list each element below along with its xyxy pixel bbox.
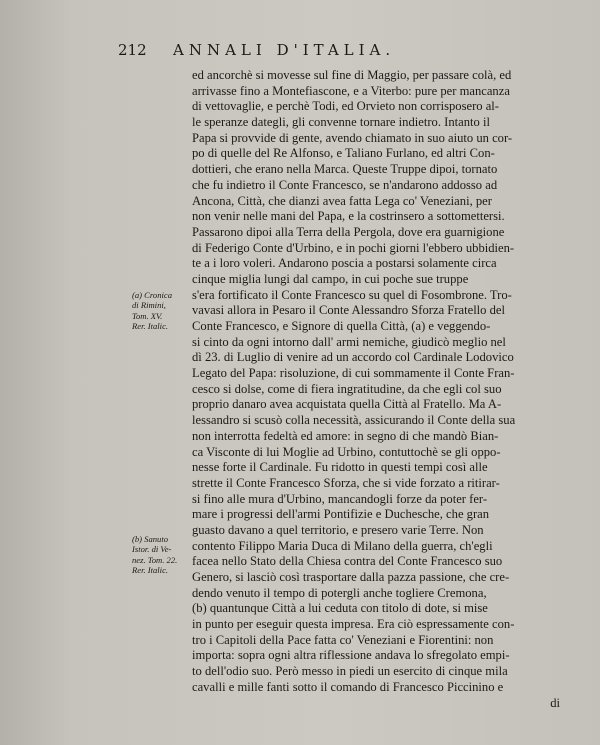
running-title: ANNALI D'ITALIA. xyxy=(173,41,396,59)
text-line: vavasi allora in Pesaro il Conte Alessandro Sforza Fratello del xyxy=(192,303,506,318)
text-line: non venir nelle mani del Papa, e la costrinsero a sottomettersi. xyxy=(192,209,505,224)
text-line: Papa si provvide di gente, avendo chiamato in suo aiuto un cor- xyxy=(192,130,513,145)
text-line: Ancona, Città, che dianzi avea fatta Lega co' Veneziani, per xyxy=(192,193,492,208)
text-line: mare i progressi dell'armi Pontifizie e Duchesche, che gran xyxy=(192,507,490,522)
text-line: Genero, si lasciò così trasportare dalla pazza passione, che cre- xyxy=(192,570,510,584)
text-line: proprio danaro avea acquistata quella Città al Fratello. Ma A- xyxy=(192,397,502,412)
text-line: di vettovaglie, e perchè Todi, ed Orvieto non corrisposero al- xyxy=(192,99,499,114)
page-number: 212 xyxy=(118,41,147,59)
text-line: facea nello Stato della Chiesa contra del Conte Francesco suo xyxy=(192,554,503,569)
text-line: ed ancorchè si movesse sul fine di Maggio, per passare colà, ed xyxy=(192,68,512,82)
page-header xyxy=(118,41,558,63)
text-line: cavalli e mille fanti sotto il comando di Francesco Piccinino e xyxy=(192,679,504,694)
margin-note-line: Rer. Italic. xyxy=(132,565,169,576)
text-line: importa: sopra ogni altra riflessione andava lo sfregolato empi- xyxy=(192,648,510,663)
text-line: nesse forte il Cardinale. Fu ridotto in questi tempi così alle xyxy=(192,460,488,475)
text-line: Legato del Papa: risoluzione, di cui sommamente il Conte Fran- xyxy=(192,366,515,381)
text-line: arrivasse fino a Montefiascone, e a Viterbo: pure per mancanza xyxy=(192,83,510,98)
text-line: tro i Capitoli della Pace fatta co' Veneziani e Fiorentini: non xyxy=(192,632,494,647)
text-line: guasto davano a quel territorio, e presero varie Terre. Non xyxy=(192,522,484,537)
text-line: cesco si dolse, come di fiera ingratitudine, da che egli col suo xyxy=(192,381,502,396)
text-line: cinque miglia lungi dal campo, in cui poche sue truppe xyxy=(192,271,469,286)
text-line: le speranze dategli, gli convenne tornare indietro. Intanto il xyxy=(192,115,490,130)
text-line: dottieri, che erano nella Marca. Queste Truppe dipoi, tornato xyxy=(192,162,498,177)
text-line: in punto per eseguir questa impresa. Era ciò espressamente con- xyxy=(192,617,515,632)
text-line: s'era fortificato il Conte Francesco su quel di Fosombrone. Tro- xyxy=(192,287,512,302)
text-line: dendo venuto il tempo di potergli anche togliere Cremona, xyxy=(192,585,487,600)
text-line: contento Filippo Maria Duca di Milano della guerra, ch'egli xyxy=(192,538,493,553)
text-line: che fu indietro il Conte Francesco, se n'andarono addosso ad xyxy=(192,177,498,192)
text-line: si fino alle mura d'Urbino, mancandogli forze da poter fer- xyxy=(192,491,488,506)
text-line: (b) quantunque Città a lui ceduta con titolo di dote, si mise xyxy=(192,601,488,616)
margin-note-line: (a) Cronica xyxy=(132,290,173,300)
margin-note-line: Tom. XV. xyxy=(132,310,163,321)
margin-note-a xyxy=(132,290,194,332)
text-line: te a i loro voleri. Andarono poscia a postarsi solamente circa xyxy=(192,256,497,271)
text-line: dì 23. di Luglio di venire ad un accordo col Cardinale Lodovico xyxy=(192,350,514,365)
text-line: ca Visconte di lui Moglie ad Urbino, contuttochè se gli oppo- xyxy=(192,444,501,459)
text-line: di Federigo Conte d'Urbino, e in pochi giorni l'ebbero ubbidien- xyxy=(192,240,515,255)
body-text xyxy=(192,68,560,711)
margin-note-line: di Rimini, xyxy=(132,300,166,311)
margin-note-b xyxy=(132,534,194,576)
text-line: si cinto da ogni intorno dall' armi nemiche, giudicò meglio nel xyxy=(192,334,506,349)
text-line: to dell'odio suo. Però messo in piedi un esercito di cinque mila xyxy=(192,664,508,679)
text-line: Passarono dipoi alla Terra della Pergola, dove era guarnigione xyxy=(192,224,505,239)
margin-note-line: nez. Tom. 22. xyxy=(132,554,178,565)
margin-note-line: Istor. di Ve- xyxy=(132,544,172,555)
text-line: strette il Conte Francesco Sforza, che si vide forzato a ritirar- xyxy=(192,475,500,490)
text-line: Conte Francesco, e Signore di quella Città, (a) e veggendo- xyxy=(192,319,491,333)
text-line: non interrotta fedeltà ed amore: in segno di che mandò Bian- xyxy=(192,428,499,443)
text-line: po di quelle del Re Alfonso, e Taliano Furlano, ed altri Con- xyxy=(192,146,495,161)
margin-note-line: (b) Sanuto xyxy=(132,534,169,544)
text-line: lessandro si scusò colla necessità, assicurando il Conte della sua xyxy=(192,413,516,428)
text-line: di xyxy=(550,695,560,710)
margin-note-line: Rer. Italic. xyxy=(132,321,169,332)
